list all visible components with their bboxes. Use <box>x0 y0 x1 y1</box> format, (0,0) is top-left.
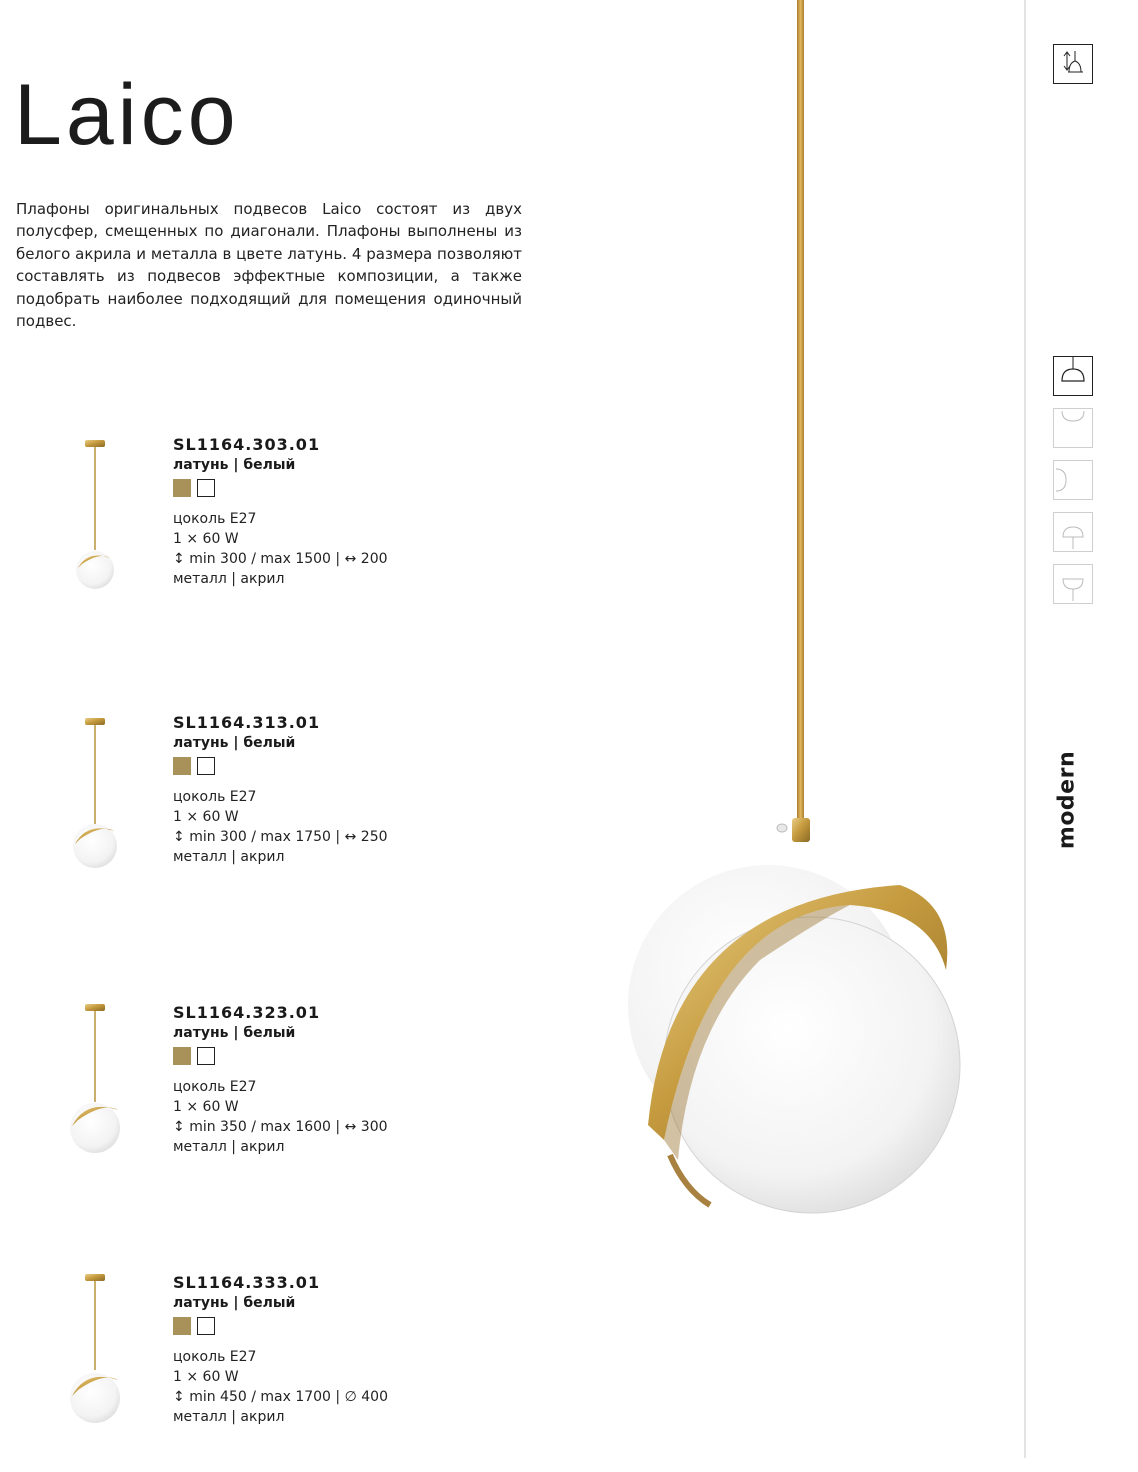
color-swatches <box>173 757 388 775</box>
pendant-thumbnail <box>60 1272 130 1442</box>
height-arrow-icon: ↕ <box>173 551 185 567</box>
socket-spec: цоколь E27 <box>173 1349 257 1365</box>
pendant-lamp-icon[interactable] <box>1053 356 1093 396</box>
dimensions-spec <box>173 549 388 569</box>
brass-swatch <box>173 1047 191 1065</box>
height-range: min 350 / max 1600 <box>189 1119 331 1135</box>
width-arrow-icon: ↔ <box>344 1119 357 1135</box>
width-value: 300 <box>360 1119 388 1135</box>
floor-lamp-icon[interactable] <box>1053 564 1093 604</box>
width-arrow-icon: ↔ <box>344 551 357 567</box>
power-spec: 1 × 60 W <box>173 1369 239 1385</box>
sidebar-divider <box>1024 0 1026 1458</box>
height-range: min 450 / max 1700 <box>189 1389 331 1405</box>
white-swatch <box>197 1047 215 1065</box>
product-finish: латунь | белый <box>173 1025 296 1041</box>
white-swatch <box>197 757 215 775</box>
height-adjust-icon <box>1053 44 1093 84</box>
pendant-thumbnail <box>60 716 130 886</box>
diameter-icon: ∅ <box>344 1389 357 1405</box>
brass-swatch <box>173 479 191 497</box>
product-finish: латунь | белый <box>173 457 296 473</box>
product-card <box>0 1272 560 1472</box>
dims-separator: | <box>335 551 341 567</box>
color-swatches <box>173 1047 388 1065</box>
product-finish: латунь | белый <box>173 1295 296 1311</box>
height-range: min 300 / max 1750 <box>189 829 331 845</box>
product-code: SL1164.333.01 <box>173 1273 321 1292</box>
brand-title: Laico <box>14 67 240 163</box>
style-label-text: modern <box>1054 750 1080 850</box>
product-card <box>0 712 560 912</box>
material-spec: металл | акрил <box>173 849 285 865</box>
pendant-thumbnail <box>60 1002 130 1172</box>
brass-swatch <box>173 757 191 775</box>
product-code: SL1164.313.01 <box>173 713 321 732</box>
product-card <box>0 1002 560 1202</box>
material-spec: металл | акрил <box>173 1409 285 1425</box>
dimensions-spec <box>173 827 388 847</box>
diameter-value: 400 <box>361 1389 388 1405</box>
dims-separator: | <box>335 1119 341 1135</box>
power-spec: 1 × 60 W <box>173 809 239 825</box>
dimensions-spec <box>173 1387 388 1407</box>
table-lamp-icon[interactable] <box>1053 512 1093 552</box>
product-finish: латунь | белый <box>173 735 296 751</box>
hero-pendant-image <box>600 0 1000 1260</box>
power-spec: 1 × 60 W <box>173 1099 239 1115</box>
white-swatch <box>197 479 215 497</box>
power-spec: 1 × 60 W <box>173 531 239 547</box>
width-value: 250 <box>360 829 388 845</box>
width-arrow-icon: ↔ <box>344 829 357 845</box>
pendant-thumbnail <box>60 438 130 608</box>
width-value: 200 <box>360 551 388 567</box>
dims-separator: | <box>335 1389 341 1405</box>
socket-spec: цоколь E27 <box>173 511 257 527</box>
wall-lamp-icon[interactable] <box>1053 460 1093 500</box>
material-spec: металл | акрил <box>173 1139 285 1155</box>
height-range: min 300 / max 1500 <box>189 551 331 567</box>
height-arrow-icon: ↕ <box>173 1389 185 1405</box>
dimensions-spec <box>173 1117 388 1137</box>
color-swatches <box>173 1317 388 1335</box>
product-code: SL1164.303.01 <box>173 435 321 454</box>
product-code: SL1164.323.01 <box>173 1003 321 1022</box>
socket-spec: цоколь E27 <box>173 789 257 805</box>
brass-swatch <box>173 1317 191 1335</box>
height-arrow-icon: ↕ <box>173 1119 185 1135</box>
ceiling-lamp-icon[interactable] <box>1053 408 1093 448</box>
material-spec: металл | акрил <box>173 571 285 587</box>
color-swatches <box>173 479 388 497</box>
height-arrow-icon: ↕ <box>173 829 185 845</box>
style-category-label <box>1042 750 1092 850</box>
white-swatch <box>197 1317 215 1335</box>
socket-spec: цоколь E27 <box>173 1079 257 1095</box>
dims-separator: | <box>335 829 341 845</box>
product-card <box>0 434 560 634</box>
intro-description: Плафоны оригинальных подвесов Laico состоят из двух полусфер, смещенных по диагонали. Плафоны выполнены из белого акрила и металла в цвете латунь. 4 размера позволяют составлять из подвесов эффектные композиции, а также подобрать наиболее подходящий для помещения одиночный подвес. <box>16 200 522 331</box>
